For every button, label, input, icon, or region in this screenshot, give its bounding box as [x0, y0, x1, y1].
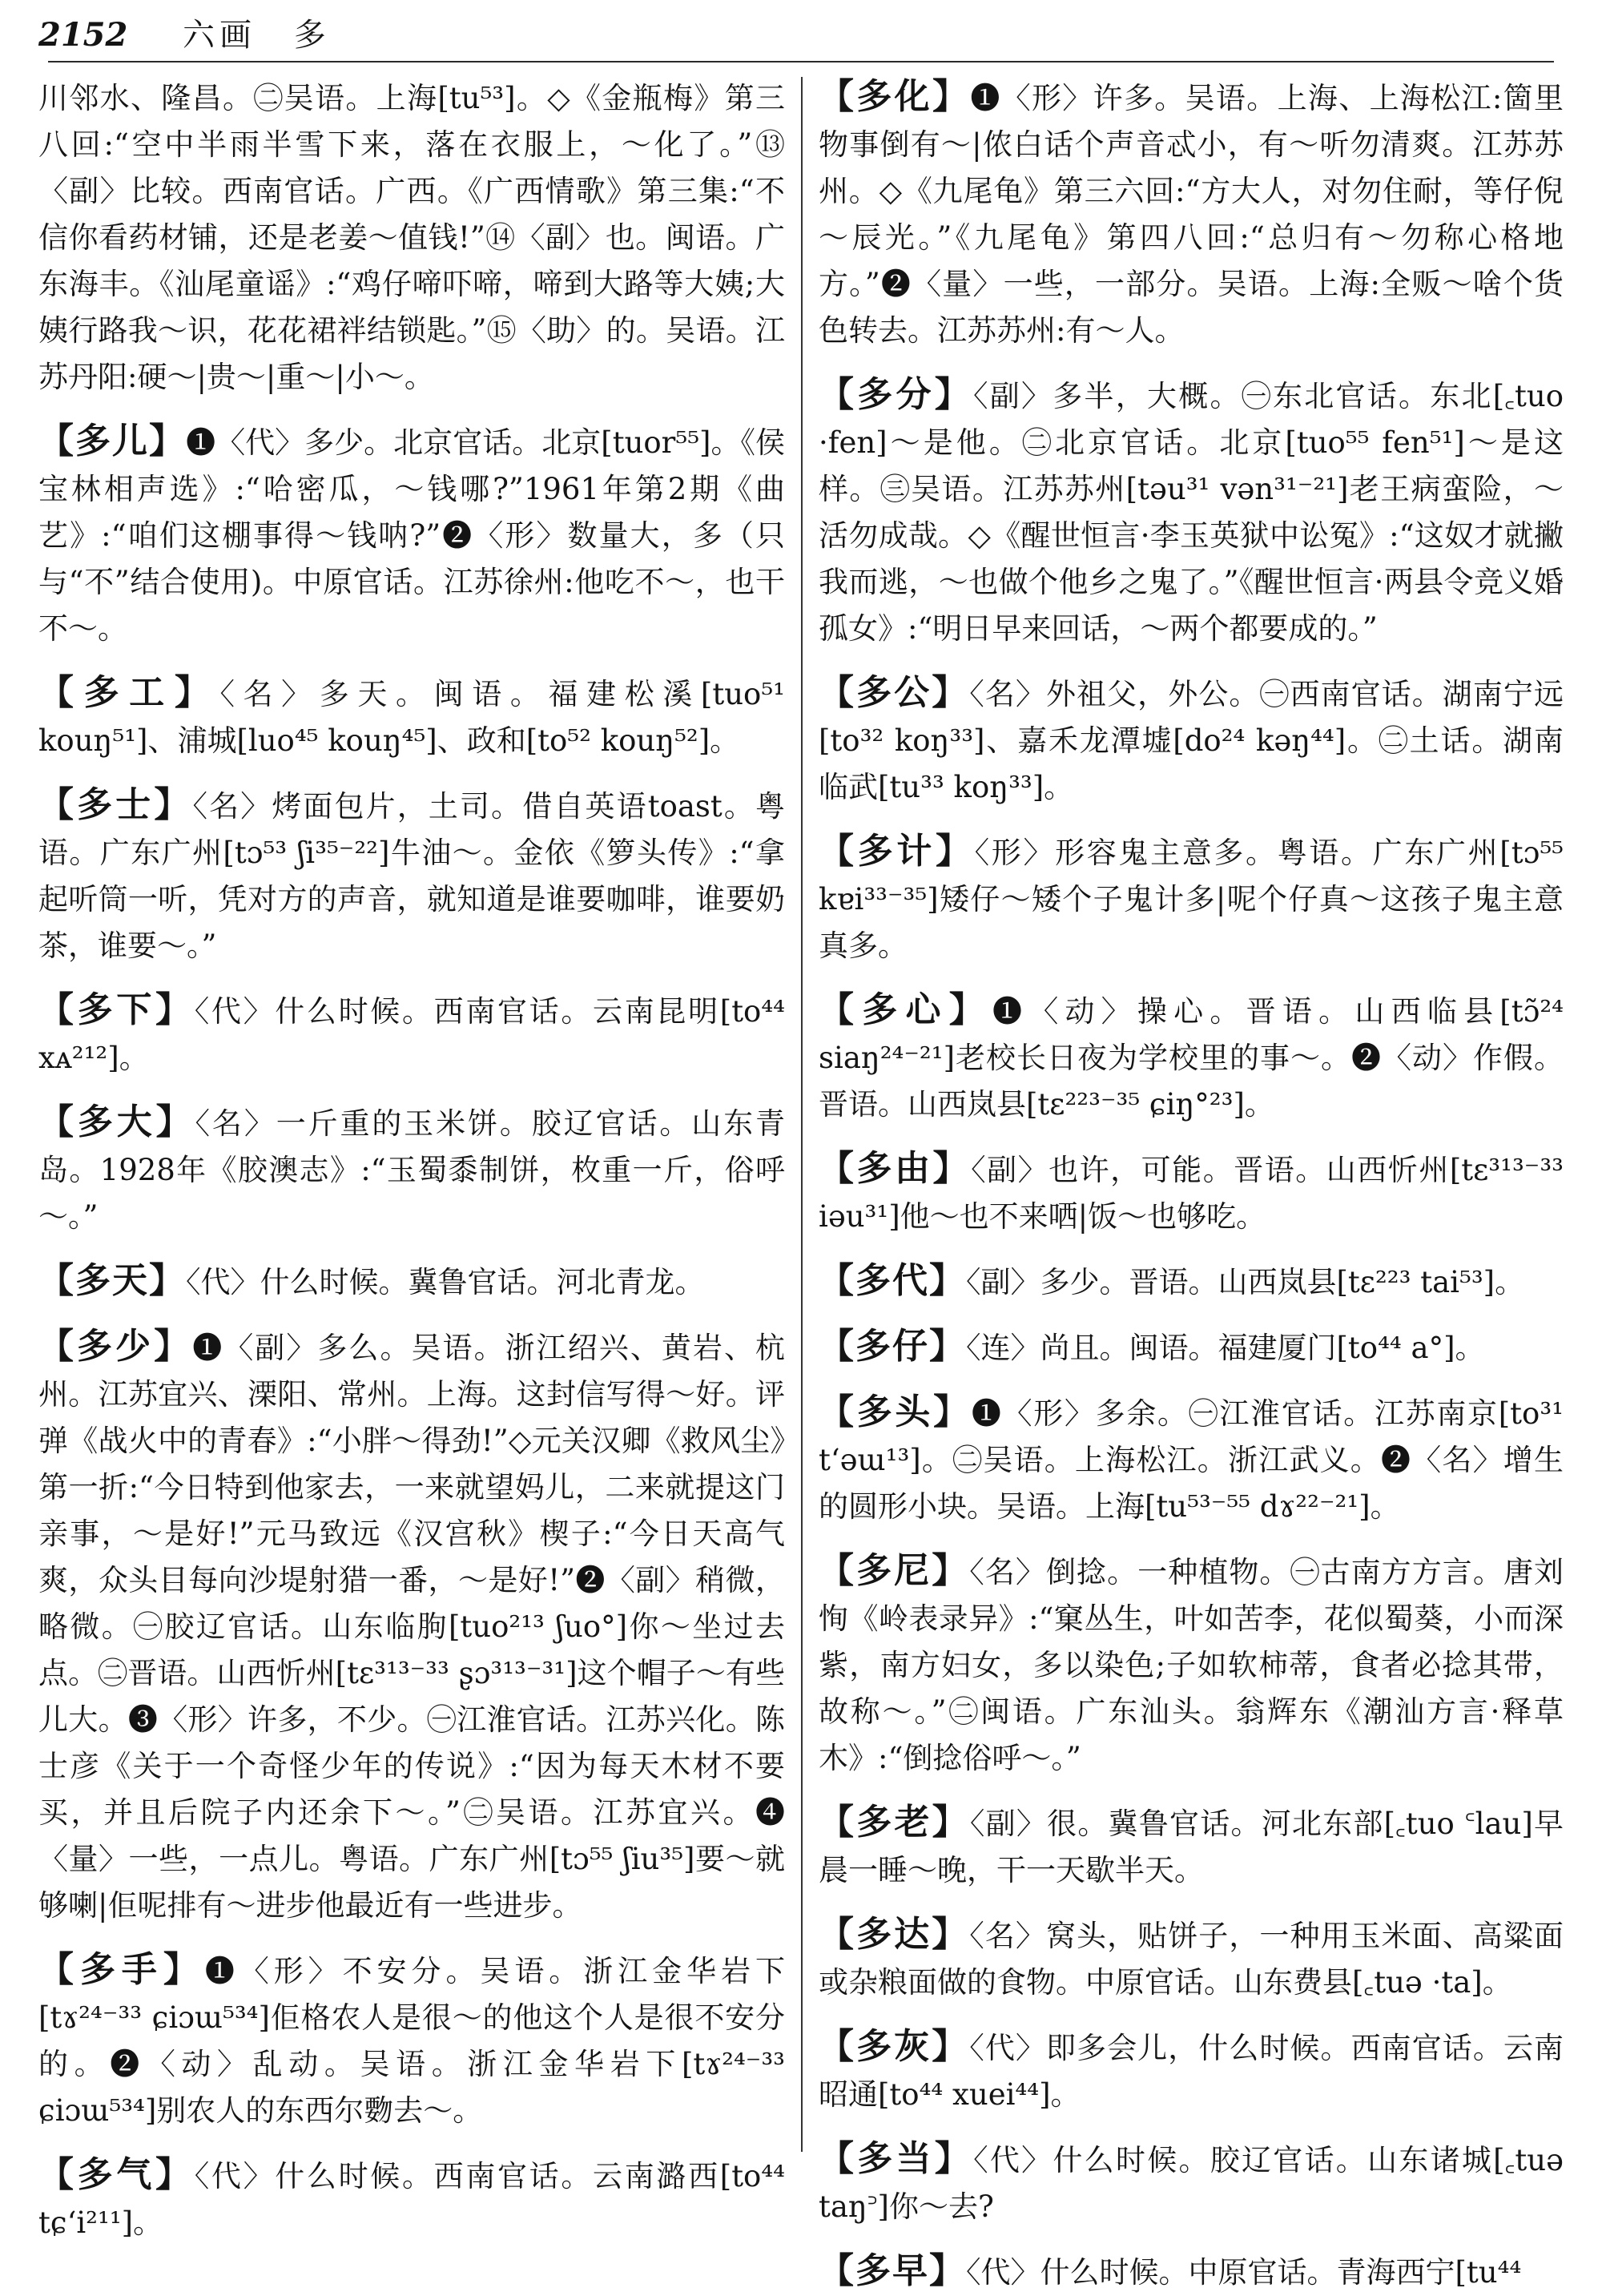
entry-definition: 〈代〉什么时候。西南官话。云南昆明[to⁴⁴ xᴀ²¹²]。: [38, 994, 785, 1075]
dictionary-entry: [38, 418, 785, 652]
dictionary-entry: [819, 1548, 1564, 1782]
dictionary-entry: [819, 1323, 1564, 1372]
entry-headword: 【多儿】: [38, 421, 187, 461]
entry-definition: 〈形〉形容鬼主意多。粤语。广东广州[tɔ⁵⁵ kɐi³³⁻³⁵]矮仔～矮个子鬼计多|呢个仔真～这孩子鬼主意真多。: [819, 836, 1564, 963]
entry-definition: 〈名〉多天。闽语。福建松溪[tuo⁵¹ kouŋ⁵¹]、浦城[luo⁴⁵ kouŋ⁴⁵]、政和[to⁵² kouŋ⁵²]。: [38, 677, 785, 758]
dictionary-entry: [38, 1099, 785, 1240]
entry-headword: 【多尼】: [819, 1550, 970, 1591]
dictionary-entry: [819, 1258, 1564, 1306]
entry-headword: 【多早】: [819, 2250, 966, 2291]
page-number: 2152: [38, 16, 128, 54]
entry-definition: ❶〈形〉多余。㊀江淮官话。江苏南京[to³¹ tʻəɯ¹³]。㊁吴语。上海松江。浙江武义。❷〈名〉增生的圆形小块。吴语。上海[tu⁵³⁻⁵⁵ dɤ²²⁻²¹]。: [819, 1396, 1564, 1524]
entry-definition: 〈名〉外祖父，外公。㊀西南官话。湖南宁远[to³² koŋ³³]、嘉禾龙潭墟[do²⁴ kəŋ⁴⁴]。㊁土话。湖南临武[tu³³ koŋ³³]。: [819, 677, 1564, 804]
entry-definition: 〈副〉也许，可能。晋语。山西忻州[tɛ³¹³⁻³³ iəu³¹]他～也不来哂|饭～也够吃。: [819, 1153, 1564, 1234]
entry-headword: 【多手】: [38, 1949, 205, 1990]
entry-headword: 【多仔】: [819, 1326, 966, 1367]
entry-headword: 【多大】: [38, 1102, 195, 1142]
entry-definition: 〈副〉很。冀鲁官话。河北东部[꜀tuo ꜂lau]早晨一睡～晚，干一天歇半天。: [819, 1807, 1564, 1887]
dictionary-entry: [819, 2024, 1564, 2118]
section-label: 六画: [183, 17, 257, 54]
entry-definition: ❶〈代〉多少。北京官话。北京[tuor⁵⁵]。《侯宝林相声选》:“哈密瓜，～钱哪?”1961年第2期《曲艺》:“咱们这棚事得～钱呐?”❷〈形〉数量大，多（只与“不”结合使用)。中原官话。江苏徐州:他吃不～，也干不～。: [38, 425, 785, 646]
entry-definition: 〈名〉倒捻。一种植物。㊀古南方方言。唐刘恂《岭表录异》:“窠丛生，叶如苦李，花似蜀葵，小而深紫，南方妇女，多以染色;子如软柿蒂，食者必捻其带，故称～。”㊁闽语。广东汕头。翁辉东《潮汕方言·释草木》:“倒捻俗呼～。”: [819, 1555, 1564, 1775]
dictionary-entry: [819, 1146, 1564, 1240]
entry-definition: 〈代〉什么时候。中原官话。青海西宁[tu⁴⁴: [966, 2255, 1522, 2290]
dictionary-entry: [38, 1323, 785, 1929]
entry-headword: 【多代】: [819, 1260, 966, 1301]
dictionary-entry: [819, 1799, 1564, 1894]
dictionary-entry: [38, 1258, 785, 1306]
entry-definition: 〈代〉即多会儿，什么时候。西南官话。云南昭通[to⁴⁴ xuei⁴⁴]。: [819, 2031, 1564, 2112]
dictionary-entry: [819, 828, 1564, 969]
dictionary-entry: [38, 1947, 785, 2134]
entry-headword: 【多头】: [819, 1392, 972, 1432]
dictionary-entry: [38, 782, 785, 969]
entry-headword: 【多当】: [819, 2138, 974, 2179]
dictionary-entry: [38, 2152, 785, 2246]
head-character: 多: [293, 17, 328, 54]
dictionary-entry: [819, 1911, 1564, 2006]
left-column: [38, 74, 786, 2240]
dictionary-entry: [819, 670, 1564, 811]
entry-headword: 【多少】: [38, 1326, 193, 1367]
dictionary-entry: [819, 74, 1564, 354]
dictionary-entry: [819, 2248, 1564, 2296]
entry-headword: 【多公】: [819, 672, 970, 713]
entry-headword: 【多由】: [819, 1148, 972, 1189]
entry-headword: 【多达】: [819, 1914, 970, 1955]
entry-headword: 【多下】: [38, 989, 195, 1030]
entry-headword: 【多士】: [38, 784, 193, 825]
entry-definition: 〈副〉多少。晋语。山西岚县[tɛ²²³ tai⁵³]。: [966, 1265, 1525, 1299]
dictionary-entry: [819, 2136, 1564, 2230]
entry-definition: ❶〈副〉多么。吴语。浙江绍兴、黄岩、杭州。江苏宜兴、溧阳、常州。上海。这封信写得～好。评弹《战火中的青春》:“小胖～得劲!”◇元关汉卿《救风尘》第一折:“今日特到他家去，一来就望妈儿，二来就提这门亲事，～是好!”元马致远《汉宫秋》楔子:“今日天高气爽，众头目每向沙堤射猎一番，～是好!”❷〈副〉稍微，略微。㊀胶辽官话。山东临朐[tuo²¹³ ʃuo°]你～坐过去点。㊁晋语。山西忻州[tɛ³¹³⁻³³ ʂɔ³¹³⁻³¹]这个帽子～有些儿大。❸〈形〉许多，不少。㊀江淮官话。江苏兴化。陈士彦《关于一个奇怪少年的传说》:“因为每天木材不要买，并且后院子内还余下～。”㊁吴语。江苏宜兴。❹〈量〉一些，一点儿。粤语。广东广州[tɔ⁵⁵ ʃiu³⁵]要～就够喇|佢呢排有～进步他最近有一些进步。: [38, 1331, 786, 1923]
dictionary-entry: [38, 74, 785, 401]
entry-definition: ❶〈动〉操心。晋语。山西临县[tɔ̃²⁴ siaŋ²⁴⁻²¹]老校长日夜为学校里的事～。❷〈动〉作假。晋语。山西岚县[tɛ²²³⁻³⁵ ɕiŋ°²³]。: [819, 994, 1564, 1122]
entry-headword: 【多分】: [819, 374, 974, 415]
entry-definition: 〈代〉什么时候。胶辽官话。山东诸城[꜀tuə taŋ꜄]你～去?: [819, 2143, 1564, 2224]
entry-definition: ❶〈形〉不安分。吴语。浙江金华岩下[tɤ²⁴⁻³³ ɕiɔɯ⁵³⁴]佢格农人是很～的他这个人是很不安分的。❷〈动〉乱动。吴语。浙江金华岩下[tɤ²⁴⁻³³ ɕiɔɯ⁵³⁴]别农人的东西尔覅去～。: [38, 1954, 786, 2128]
dictionary-entry: [38, 670, 785, 764]
entry-definition: 〈名〉一斤重的玉米饼。胶辽官话。山东青岛。1928年《胶澳志》:“玉蜀黍制饼，枚重一斤，俗呼～。”: [38, 1106, 786, 1234]
entry-definition: ❶〈形〉许多。吴语。上海、上海松江:箇里物事倒有～|侬白话个声音忒小，有～听勿清爽。江苏苏州。◇《九尾龟》第三六回:“方大人，对勿住耐，等仔倪～辰光。”《九尾龟》第四八回:“总归有～勿称心格地方。”❷〈量〉一些，一部分。吴语。上海:全贩～啥个货色转去。江苏苏州:有～人。: [819, 81, 1564, 348]
entry-definition: 〈名〉窝头，贴饼子，一种用玉米面、高粱面或杂粮面做的食物。中原官话。山东费县[꜀tuə ·ta]。: [819, 1919, 1564, 2000]
page-header: [38, 11, 1560, 59]
entry-headword: 【多工】: [38, 672, 220, 713]
entry-definition: 〈副〉多半，大概。㊀东北官话。东北[꜀tuo ·fen]～是他。㊁北京官话。北京[tuo⁵⁵ fen⁵¹]～是这样。㊂吴语。江苏苏州[təu³¹ vən³¹⁻²¹]老王病蛮险，～活勿成哉。◇《醒世恒言·李玉英狱中讼冤》:“这奴才就撇我而逃，～也做个他乡之鬼了。”《醒世恒言·两县令竞义婚孤女》:“明日早来回话，～两个都要成的。”: [819, 379, 1564, 646]
dictionary-entry: [819, 987, 1564, 1128]
entry-definition: 〈代〉什么时候。西南官话。云南潞西[to⁴⁴ tɕʻi²¹¹]。: [38, 2159, 785, 2240]
header-rule: [48, 61, 1554, 62]
entry-headword: 【多天】: [38, 1260, 186, 1301]
entry-definition: 〈代〉什么时候。冀鲁官话。河北青龙。: [186, 1265, 705, 1299]
dictionary-entry: [38, 987, 785, 1082]
entry-definition: 〈连〉尚且。闽语。福建厦门[to⁴⁴ a°]。: [966, 1331, 1485, 1365]
right-column: [819, 74, 1564, 2291]
entry-headword: 【多气】: [38, 2154, 195, 2195]
column-divider: [801, 77, 803, 2152]
dictionary-entry: [819, 1389, 1564, 1530]
entry-headword: 【多灰】: [819, 2026, 970, 2067]
entry-headword: 【多心】: [819, 989, 992, 1030]
dictionary-entry: [819, 372, 1564, 652]
entry-definition: 川邻水、隆昌。㊁吴语。上海[tu⁵³]。◇《金瓶梅》第三八回:“空中半雨半雪下来，落在衣服上，～化了。”⑬〈副〉比较。西南官话。广西。《广西情歌》第三集:“不信你看药材铺，还是老姜～值钱!”⑭〈副〉也。闽语。广东海丰。《汕尾童谣》:“鸡仔啼吓啼，啼到大路等大姨;大姨行路我～识，花花裙袢结锁匙。”⑮〈助〉的。吴语。江苏丹阳:硬～|贵～|重～|小～。: [38, 81, 785, 394]
entry-headword: 【多化】: [819, 76, 971, 117]
entry-definition: 〈名〉烤面包片，土司。借自英语toast。粤语。广东广州[tɔ⁵³ ʃi³⁵⁻²²]牛油～。金依《箩头传》:“拿起听筒一听，凭对方的声音，就知道是谁要咖啡，谁要奶茶，谁要～。”: [38, 789, 786, 963]
entry-headword: 【多老】: [819, 1802, 970, 1843]
entry-headword: 【多计】: [819, 831, 975, 872]
